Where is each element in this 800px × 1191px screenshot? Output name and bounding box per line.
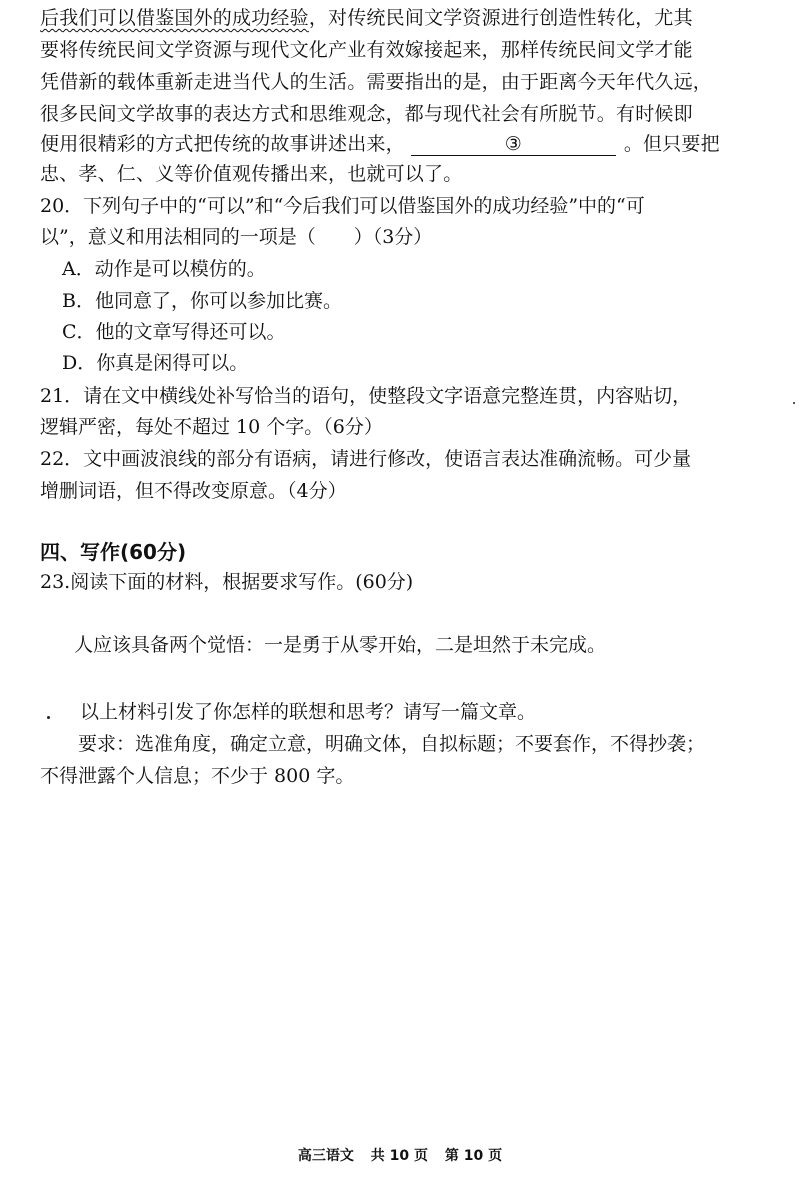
section-heading-writing: 四、写作(60分) [40,540,187,564]
blank-marker: ③ [504,133,522,155]
option-a: A．动作是可以模仿的。 [62,258,266,280]
passage-line-6: 忠、孝、仁、义等价值观传播出来，也就可以了。 [40,163,463,185]
writing-material: 人应该具备两个觉悟：一是勇于从零开始，二是坦然于未完成。 [74,634,607,656]
scan-speck [793,402,795,404]
option-b: B．他同意了，你可以参加比赛。 [62,290,342,312]
answer-blank-3[interactable] [411,133,616,156]
writing-prompt: 以上材料引发了你怎样的联想和思考？请写一篇文章。 [80,701,537,723]
question-20-line-2: 以”，意义和用法相同的一项是（ ）（3分） [40,226,433,248]
question-21-line-2: 逻辑严密，每处不超过 10 个字。（6分） [40,416,383,438]
question-22-line-2: 增删词语，但不得改变原意。（4分） [40,480,347,502]
question-23: 23.阅读下面的材料，根据要求写作。(60分) [40,571,414,593]
scan-speck [47,716,50,719]
passage-line-5: 便用很精彩的方式把传统的故事讲述出来， ③ 。但只要把 [40,133,720,155]
page-footer [0,1145,800,1165]
question-20-line-1: 20．下列句子中的“可以”和“今后我们可以借鉴国外的成功经验”中的“可 [40,195,645,217]
option-d: D．你真是闲得可以。 [62,352,249,374]
passage-line-4: 很多民间文学故事的表达方式和思维观念，都与现代社会有所脱节。有时候即 [40,103,693,125]
footer-current-page: 第 10 页 [444,1148,503,1164]
option-c: C．他的文章写得还可以。 [62,321,286,343]
passage-line-1: 后我们可以借鉴国外的成功经验，对传统民间文学资源进行创造性转化，尤其 [40,7,693,29]
question-22-line-1: 22．文中画波浪线的部分有语病，请进行修改，使语言表达准确流畅。可少量 [40,448,692,470]
requirements-line-2: 不得泄露个人信息；不少于 800 字。 [40,765,355,787]
passage-line-2: 要将传统民间文学资源与现代文化产业有效嫁接起来，那样传统民间文学才能 [40,39,693,61]
footer-subject: 高三语文 [297,1148,354,1164]
footer-total-pages: 共 10 页 [370,1148,428,1164]
requirements-line-1: 要求：选准角度，确定立意，明确文体，自拟标题；不要套作，不得抄袭； [78,733,706,755]
passage-line-3: 凭借新的载体重新走进当代人的生活。需要指出的是，由于距离今天年代久远， [40,71,713,93]
wavy-underlined-phrase: 后我们可以借鉴国外的成功经验 [40,7,309,29]
question-21-line-1: 21．请在文中横线处补写恰当的语句，使整段文字语意完整连贯，内容贴切， [40,385,692,407]
